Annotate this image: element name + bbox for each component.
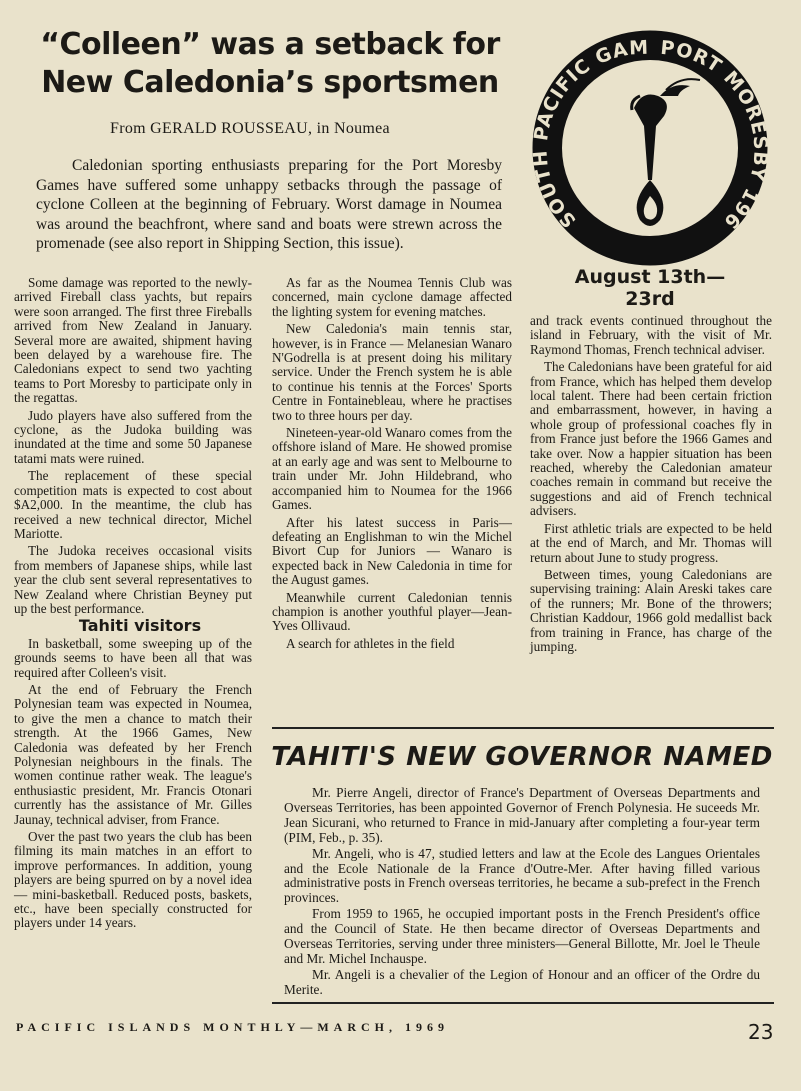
page-footer: PACIFIC ISLANDS MONTHLY—MARCH, 1969 [16, 1020, 450, 1034]
article-column-3 [530, 314, 772, 657]
col3-paragraph: Between times, young Caledonians are supervising training: Alain Areski takes care of the runners; Mr. Bone of the throwers; Christian Kaddour, 1966 gold medallist back from training in France, has charge of the jumping. [530, 566, 772, 654]
article-column-1 [14, 276, 252, 934]
col2-paragraph: Meanwhile current Caledonian tennis champion is another youthful player—Jean-Yves Ollivaud. [272, 589, 512, 634]
intro-paragraph: Caledonian sporting enthusiasts preparing for the Port Moresby Games have suffered some unhappy setbacks through the passage of cyclone Colleen at the beginning of February. Worst damage in Noumea was around the beachfront, where sand and boats were strewn across the promenade (see also report in Shipping Section, this issue). [36, 157, 502, 252]
col1-paragraph: Over the past two years the club has been filming its main matches in an effort to improve performances. In addition, young players are being spurred on by a novel idea — mini-basketball. Reduced posts, baskets, etc., have been specially constructed for players under 14 years. [14, 829, 252, 931]
col3-paragraph: and track events continued throughout the island in February, with the visit of Mr. Raymond Thomas, French technical adviser. [530, 313, 772, 357]
games-emblem-icon [532, 30, 768, 266]
col2-paragraph: After his latest success in Paris— defeating an Englishman to win the Michel Bivort Cup for Juniors — Wanaro is expected back in New Caledonia in time for the August games. [272, 514, 512, 588]
byline: From GERALD ROUSSEAU, in Noumea [110, 120, 390, 137]
article-headline [40, 26, 500, 102]
col1-paragraph: Some damage was reported to the newly-arrived Fireball class yachts, but repairs were soon arranged. The first three Fireballs arrived from New Zealand in January. Several more are awaited, shipment having been delayed by a warehouse fire. The Caledonians expect to send two yachting teams to Port Moresby to participate only in the regattas. [14, 275, 252, 406]
games-dates: August 13th—23rd [574, 266, 726, 310]
subheading-tahiti-visitors: Tahiti visitors [78, 616, 202, 636]
col1-paragraph: The replacement of these special competition mats is expected to cost about $A2,000. In the meantime, the club has received a new technical director, Michel Mariotte. [14, 468, 252, 541]
col3-paragraph: First athletic trials are expected to be held at the end of March, and Mr. Thomas will return about June to study progress. [530, 520, 772, 565]
headline-line-1: “Colleen” was a setback for [40, 27, 500, 62]
governor-paragraph: Mr. Angeli, who is 47, studied letters and law at the Ecole des Langues Orientales and the Ecole Nationale de la France d'Outre-Mer. After having filled various administrative posts in French overseas territories, he became a sub-prefect in the French provinces. [284, 845, 760, 906]
article-column-2 [272, 276, 512, 654]
col2-paragraph: As far as the Noumea Tennis Club was concerned, main cyclone damage affected the lighting system for evening matches. [272, 275, 512, 319]
governor-article [284, 786, 760, 999]
section-divider-bottom [272, 1002, 774, 1004]
col1-paragraph: At the end of February the French Polynesian team was expected in Noumea, to give the men a chance to match their strength. At the 1966 Games, New Caledonia was defeated by her French Polynesian neighbours in the finals. The women continue rather weak. The league's enthusiastic president, Mr. Francis Otonari currently has the assistance of Mr. Gilles Jaunay, technical adviser, from France. [14, 681, 252, 827]
logo-right-text: PORT MORE Y 196 [659, 36, 768, 234]
col1-paragraph: The Judoka receives occasional visits from members of Japanese ships, while last year the club sent several representatives to New Zealand where Christian Beyney put up the best performance. [14, 543, 252, 616]
governor-paragraph: Mr. Pierre Angeli, director of France's Department of Overseas Departments and Overseas Territories, has been appointed Governor of French Polynesia. He suceeds Mr. Jean Sicurani, who returned to France in mid-January after completing a four-year term (PIM, Feb., p. 35). [284, 785, 760, 845]
governor-paragraph: From 1959 to 1965, he occupied important posts in the French President's office and the Council of State. He then became director of Overseas Departments and Overseas Territories, serving under three ministers—General Billotte, Mr. Joel le Theule and Mr. Michel Inchauspe. [284, 906, 760, 966]
col1-paragraph: Judo players have also suffered from the cyclone, as the Judoka building was inundated at the time and some 50 Japanese tatami mats were ruined. [14, 407, 252, 466]
col1-paragraph: In basketball, some sweeping up of the grounds seems to have been all that was required after Colleen's visit. [14, 635, 252, 680]
col3-paragraph: The Caledonians have been grateful for aid from France, which has helped them develop local talent. There had been certain friction and embarrassment, however, in having a whole group of professional coaches fly in from France just before the 1966 Games and take over. Now a happier situation has been reached, whereby the Caledonian amateur coaches remain in command but receive the suggestions and aid of French technical advisers. [530, 359, 772, 519]
governor-paragraph: Mr. Angeli is a chevalier of the Legion of Honour and an officer of the Ordre du Merite. [284, 966, 760, 997]
col2-paragraph: A search for athletes in the field [286, 635, 455, 651]
logo-left-text: SOUT PACIFIC GAM [532, 36, 650, 232]
page-number: 23 [748, 1020, 774, 1044]
section-divider-top [272, 727, 774, 729]
headline-line-2: New Caledonia’s sportsmen [41, 65, 499, 100]
col2-paragraph: New Caledonia's main tennis star, however, is in France — Melanesian Wanaro N'Godrella is at present doing his military service. Under the French system he is able to continue his tennis at the Forces' Sports Centre in Fontainebleau, where he practises two to three hours per day. [272, 321, 512, 423]
south-pacific-games-logo [532, 30, 768, 266]
col2-paragraph: Nineteen-year-old Wanaro comes from the offshore island of Mare. He showed promise at an early age and was sent to Melbourne to train under Mr. John Hildebrand, who accompanied him to Noumea for the 1966 Games. [272, 425, 512, 513]
section-title-tahiti-governor: TAHITI'S NEW GOVERNOR NAMED [271, 742, 773, 772]
